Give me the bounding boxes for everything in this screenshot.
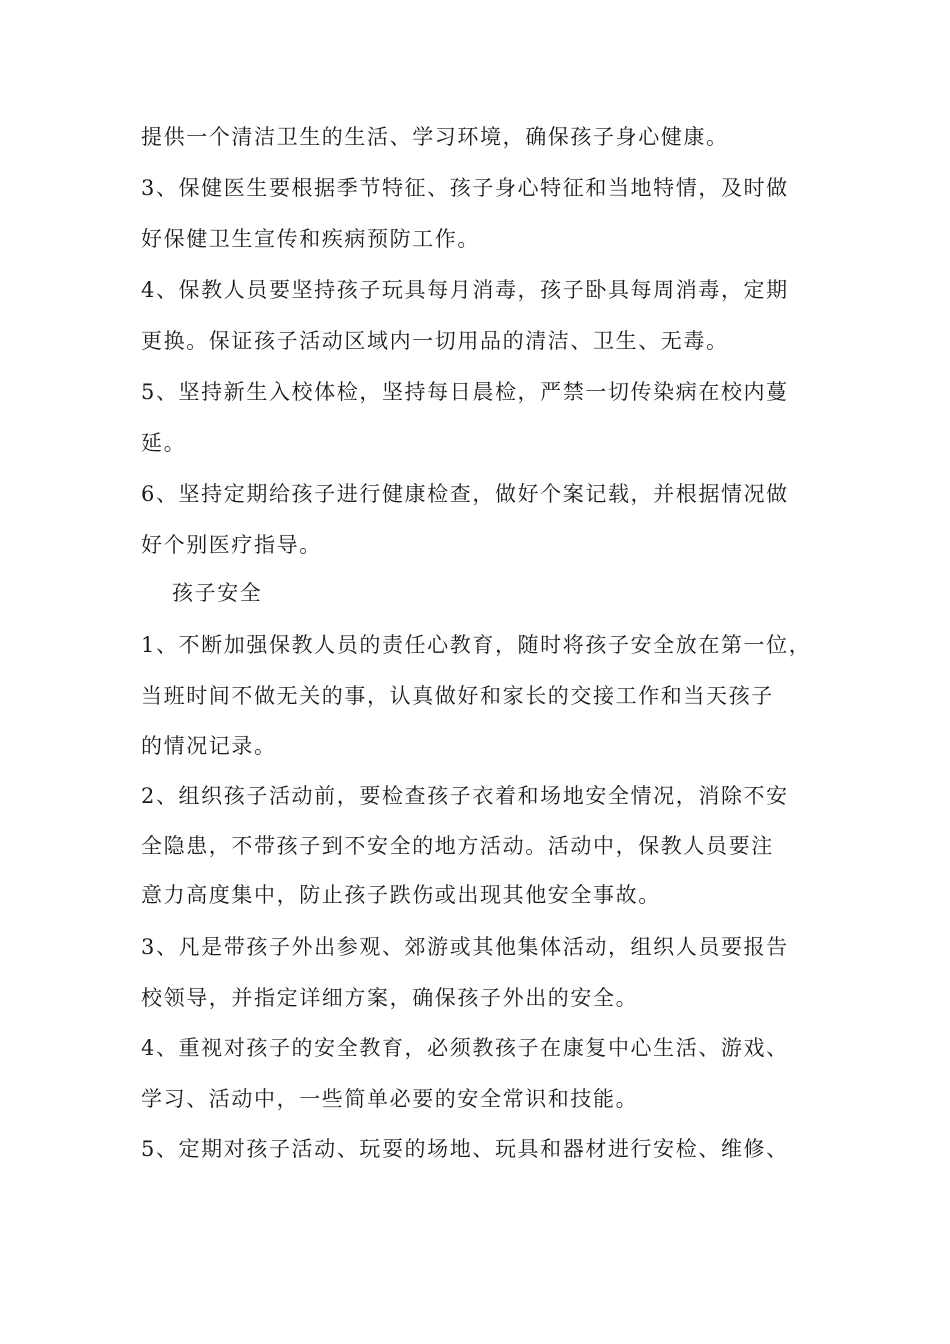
- text-line: 全隐患，不带孩子到不安全的地方活动。活动中，保教人员要注: [141, 834, 774, 858]
- text-line: 4、重视对孩子的安全教育，必须教孩子在康复中心生活、游戏、: [141, 1036, 789, 1060]
- text-line: 2、组织孩子活动前，要检查孩子衣着和场地安全情况，消除不安: [141, 784, 789, 808]
- text-line: 当班时间不做无关的事，认真做好和家长的交接工作和当天孩子: [141, 684, 774, 708]
- text-line: 的情况记录。: [141, 734, 277, 758]
- text-line: 3、保健医生要根据季节特征、孩子身心特征和当地特情，及时做: [141, 176, 789, 200]
- text-line: 3、凡是带孩子外出参观、郊游或其他集体活动，组织人员要报告: [141, 935, 789, 959]
- section-heading: 孩子安全: [172, 581, 263, 605]
- text-line: 好保健卫生宣传和疾病预防工作。: [141, 227, 480, 251]
- text-line: 校领导，并指定详细方案，确保孩子外出的安全。: [141, 986, 639, 1010]
- text-line: 5、定期对孩子活动、玩耍的场地、玩具和器材进行安检、维修、: [141, 1137, 789, 1161]
- text-line: 1、不断加强保教人员的责任心教育，随时将孩子安全放在第一位，: [141, 633, 812, 657]
- text-line: 意力高度集中，防止孩子跌伤或出现其他安全事故。: [141, 883, 661, 907]
- text-line: 更换。保证孩子活动区域内一切用品的清洁、卫生、无毒。: [141, 329, 729, 353]
- text-line: 延。: [141, 431, 187, 455]
- text-line: 6、坚持定期给孩子进行健康检查，做好个案记载，并根据情况做: [141, 482, 789, 506]
- text-line: 提供一个清洁卫生的生活、学习环境，确保孩子身心健康。: [141, 125, 729, 149]
- text-line: 学习、活动中，一些简单必要的安全常识和技能。: [141, 1087, 639, 1111]
- text-line: 4、保教人员要坚持孩子玩具每月消毒，孩子卧具每周消毒，定期: [141, 278, 789, 302]
- text-line: 好个别医疗指导。: [141, 533, 322, 557]
- text-line: 5、坚持新生入校体检，坚持每日晨检，严禁一切传染病在校内蔓: [141, 380, 789, 404]
